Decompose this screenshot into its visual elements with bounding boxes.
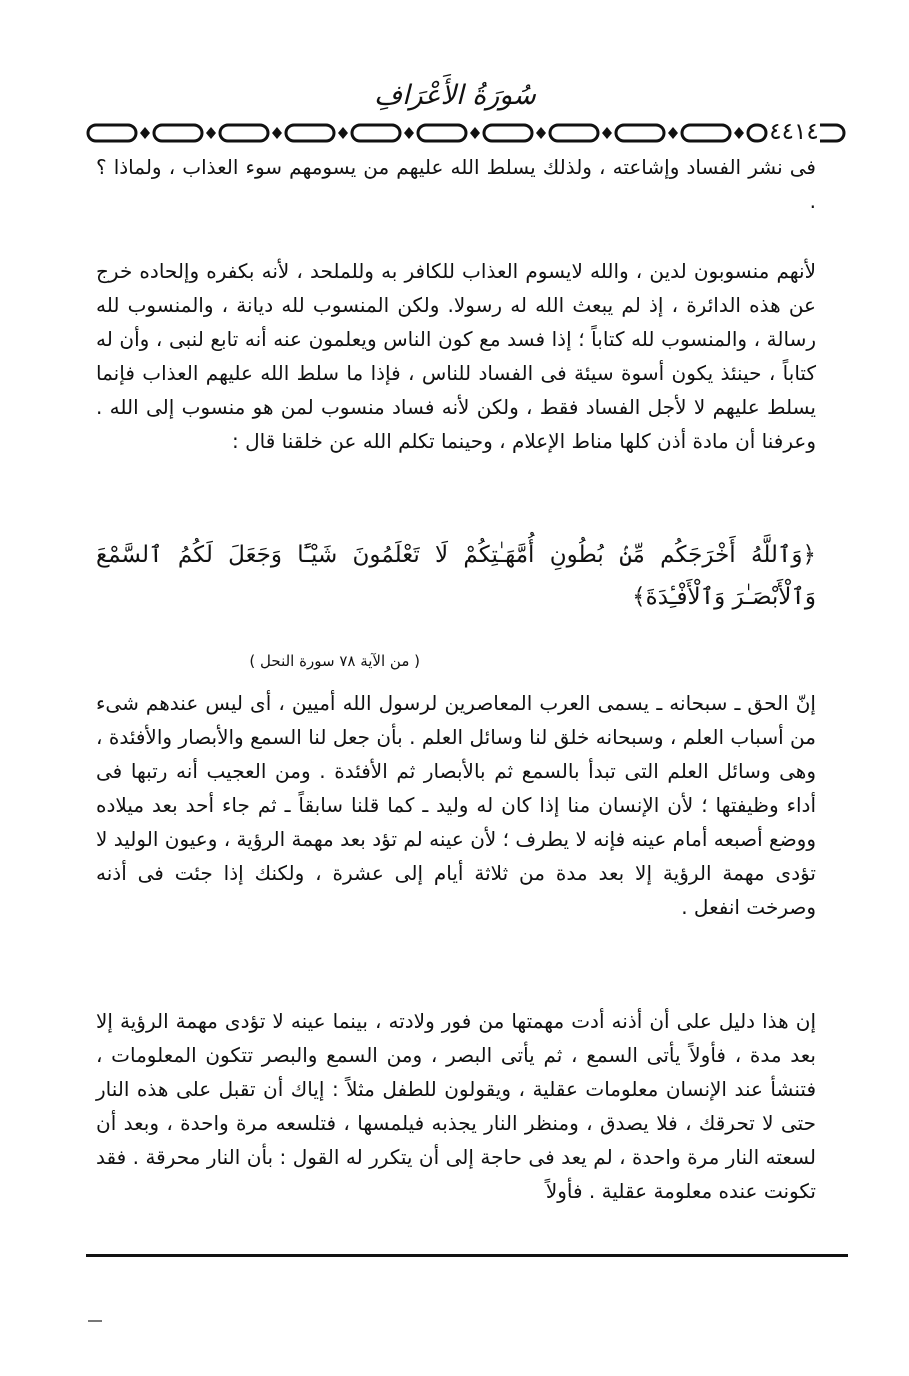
surah-title: سُورَةُ الأَعْرَافِ bbox=[374, 80, 536, 111]
paragraph-1: فى نشر الفساد وإشاعته ، ولذلك يسلط الله عليهم من يسومهم سوء العذاب ، ولماذا ؟ . bbox=[96, 155, 816, 213]
paragraph-3: إنّ الحق ـ سبحانه ـ يسمى العرب المعاصرين لرسول الله أميين ، أى ليس عندهم شىء من أسباب العلم ، وسبحانه خلق لنا وسائل العلم . بأن جعل لنا السمع والأبصار والأفئدة ، وهى وسائل العلم التى تبدأ بالسمع ثم بالأبصار ثم الأفئدة . ومن العجيب أنه رتبها فى أداء وظيفتها ؛ لأن الإنسان منا إذا كان له وليد ـ كما قلنا سابقاً ـ ثم جاء أحد بعد ميلاده ووضع أصبعه أمام عينه فإنه لا يطرف ؛ لأن عينه لم تؤد بعد مهمة الرؤية ، وعيون الوليد لا تؤدى مهمة الرؤية إلا بعد مدة من ثلاثة أيام إلى عشرة ، ولكنك إذا جئت فى أذنه وصرخت انفعل . bbox=[96, 691, 816, 919]
quran-verse: ﴿وَٱللَّهُ أَخْرَجَكُم مِّنۢ بُطُونِ أُمَّهَـٰتِكُمْ لَا تَعْلَمُونَ شَيْـًٔا وَجَعَلَ لَكُمُ ٱلسَّمْعَ وَٱلْأَبْصَـٰرَ وَٱلْأَفْـِٔدَةَ﴾ bbox=[96, 542, 816, 610]
page-number: ٤٤١٤ bbox=[768, 116, 820, 148]
decorative-header-border bbox=[84, 118, 848, 148]
margin-mark bbox=[88, 1320, 102, 1322]
verse-reference: ( من الآية ٧٨ سورة النحل ) bbox=[249, 652, 420, 670]
bottom-rule bbox=[86, 1254, 848, 1257]
paragraph-2: لأنهم منسوبون لدين ، والله لايسوم العذاب للكافر به وللملحد ، لأنه بكفره وإلحاده خرج عن هذه الدائرة ، إذ لم يبعث الله له رسولا. ولكن المنسوب لله ديانة ، والمنسوب لله رسالة ، والمنسوب لله كتاباً ؛ إذا فسد مع كون الناس ويعلمون عنه أنه تابع لنبى ، وأن له كتاباً ، حينئذ يكون أسوة سيئة فى الفساد للناس ، فإذا ما سلط الله عليهم العذاب فإنما يسلط عليهم لا لأجل الفساد فقط ، ولكن لأنه فساد منسوب لمن هو منسوب إلى الله . وعرفنا أن مادة أذن كلها مناط الإعلام ، وحينما تكلم الله عن خلقنا قال : bbox=[96, 259, 816, 453]
paragraph-4: إن هذا دليل على أن أذنه أدت مهمتها من فور ولادته ، بينما عينه لا تؤدى مهمة الرؤية إلا بعد مدة ، فأولاً يأتى السمع ، ثم يأتى البصر ، ومن السمع والبصر تتكون المعلومات ، فتنشأ عند الإنسان معلومات عقلية ، ويقولون للطفل مثلاً : إياك أن تقبل على هذه النار حتى لا تحرقك ، فلا يصدق ، ومنظر النار يجذبه فيلمسها ، فتلسعه مرة واحدة ، وبعد أن لسعته النار مرة واحدة ، لم يعد فى حاجة إلى أن يتكرر له القول : بأن النار محرقة . فقد تكونت عنده معلومة عقلية . فأولاً bbox=[96, 1009, 816, 1203]
